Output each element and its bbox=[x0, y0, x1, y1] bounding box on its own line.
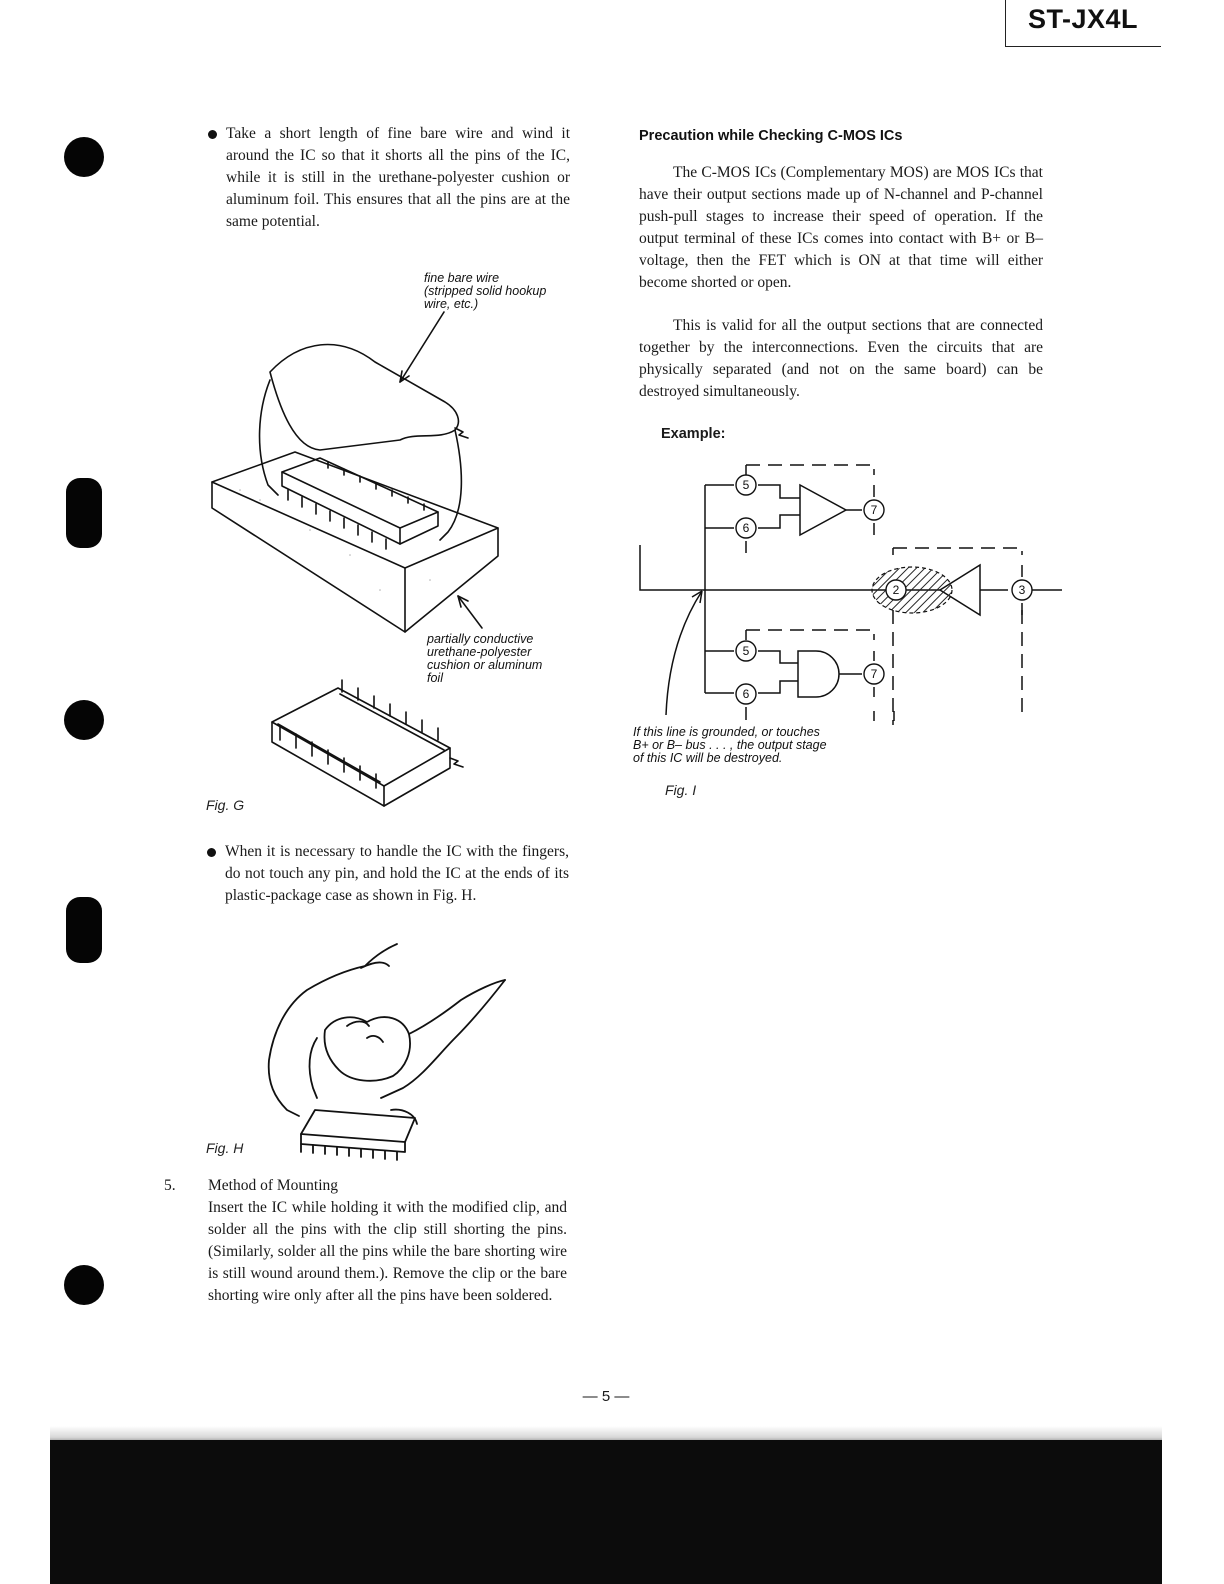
bullet-wire-instruction bbox=[208, 123, 570, 258]
fig-i-circuit bbox=[630, 455, 1070, 735]
bullet-dot bbox=[208, 130, 217, 139]
pin-a-in2: 6 bbox=[742, 521, 750, 535]
bullet-text: Take a short length of fine bare wire and wind it around the IC so that it shorts all the pins of the IC, while it is still in the urethane-polyester cushion or aluminum foil. This ensures that all the pins are at the same potential. bbox=[226, 125, 570, 230]
pin-a-out: 7 bbox=[870, 503, 878, 517]
step-number: 5. bbox=[164, 1177, 176, 1194]
binder-hole-1 bbox=[64, 137, 104, 177]
pin-b-in: 2 bbox=[892, 583, 900, 597]
fig-i-label: Fig. I bbox=[665, 782, 697, 798]
fig-h-illustration bbox=[255, 938, 515, 1168]
binder-hole-2 bbox=[66, 478, 102, 548]
fig-g-illustration bbox=[200, 300, 480, 810]
pin-c-out: 7 bbox=[870, 667, 878, 681]
bullet-text: When it is necessary to handle the IC with the fingers, do not touch any pin, and hold the IC at the ends of its plastic-package case as shown in Fig. H. bbox=[225, 843, 569, 904]
scan-border bbox=[50, 1440, 1162, 1584]
callout-cushion: partially conductive urethane-polyester cushion or aluminum foil bbox=[427, 632, 543, 685]
fig-h-label: Fig. H bbox=[206, 1140, 244, 1156]
fig-i-note: If this line is grounded, or touches B+ or B– bus . . . , the output stage of this IC will be destroyed. bbox=[633, 725, 827, 765]
paragraph-outputs: This is valid for all the output sections that are connected together by the interconnections. Even the circuits that are physically separated (and not on the same board) can be destroyed simultaneously. bbox=[639, 317, 1043, 400]
model-number: ST-JX4L bbox=[1028, 4, 1139, 34]
pin-c-in2: 6 bbox=[742, 687, 750, 701]
fig-g-label: Fig. G bbox=[206, 797, 245, 813]
example-label: Example: bbox=[661, 426, 726, 442]
callout-fine-wire: fine bare wire (stripped solid hookup wire, etc.) bbox=[424, 271, 547, 311]
paragraph-cmos: The C-MOS ICs (Complementary MOS) are MOS ICs that have their output sections made up of N-channel and P-channel push-pull stages to increase their speed of operation. If the output terminal of these ICs comes into contact with B+ or B– voltage, then the FET which is ON at that time will either become shorted or open. bbox=[639, 164, 1043, 291]
page-number: — 5 — bbox=[582, 1388, 630, 1405]
section-heading: Precaution while Checking C-MOS ICs bbox=[639, 128, 903, 144]
step-title: Method of Mounting bbox=[208, 1177, 339, 1194]
step-text: Insert the IC while holding it with the modified clip, and solder all the pins with the clip still shorting the pins. (Similarly, solder all the pins while the bare shorting wire is still wound around them.). Remove the clip or the bare shorting wire only after all the pins have been soldered. bbox=[208, 1199, 567, 1304]
binder-hole-3 bbox=[64, 700, 104, 740]
pin-a-in1: 5 bbox=[742, 478, 750, 492]
binder-hole-5 bbox=[64, 1265, 104, 1305]
pin-b-out: 3 bbox=[1018, 583, 1026, 597]
bullet-handling-instruction bbox=[207, 841, 569, 931]
pin-c-in1: 5 bbox=[742, 644, 750, 658]
bullet-dot bbox=[207, 848, 216, 857]
binder-hole-4 bbox=[66, 897, 102, 963]
